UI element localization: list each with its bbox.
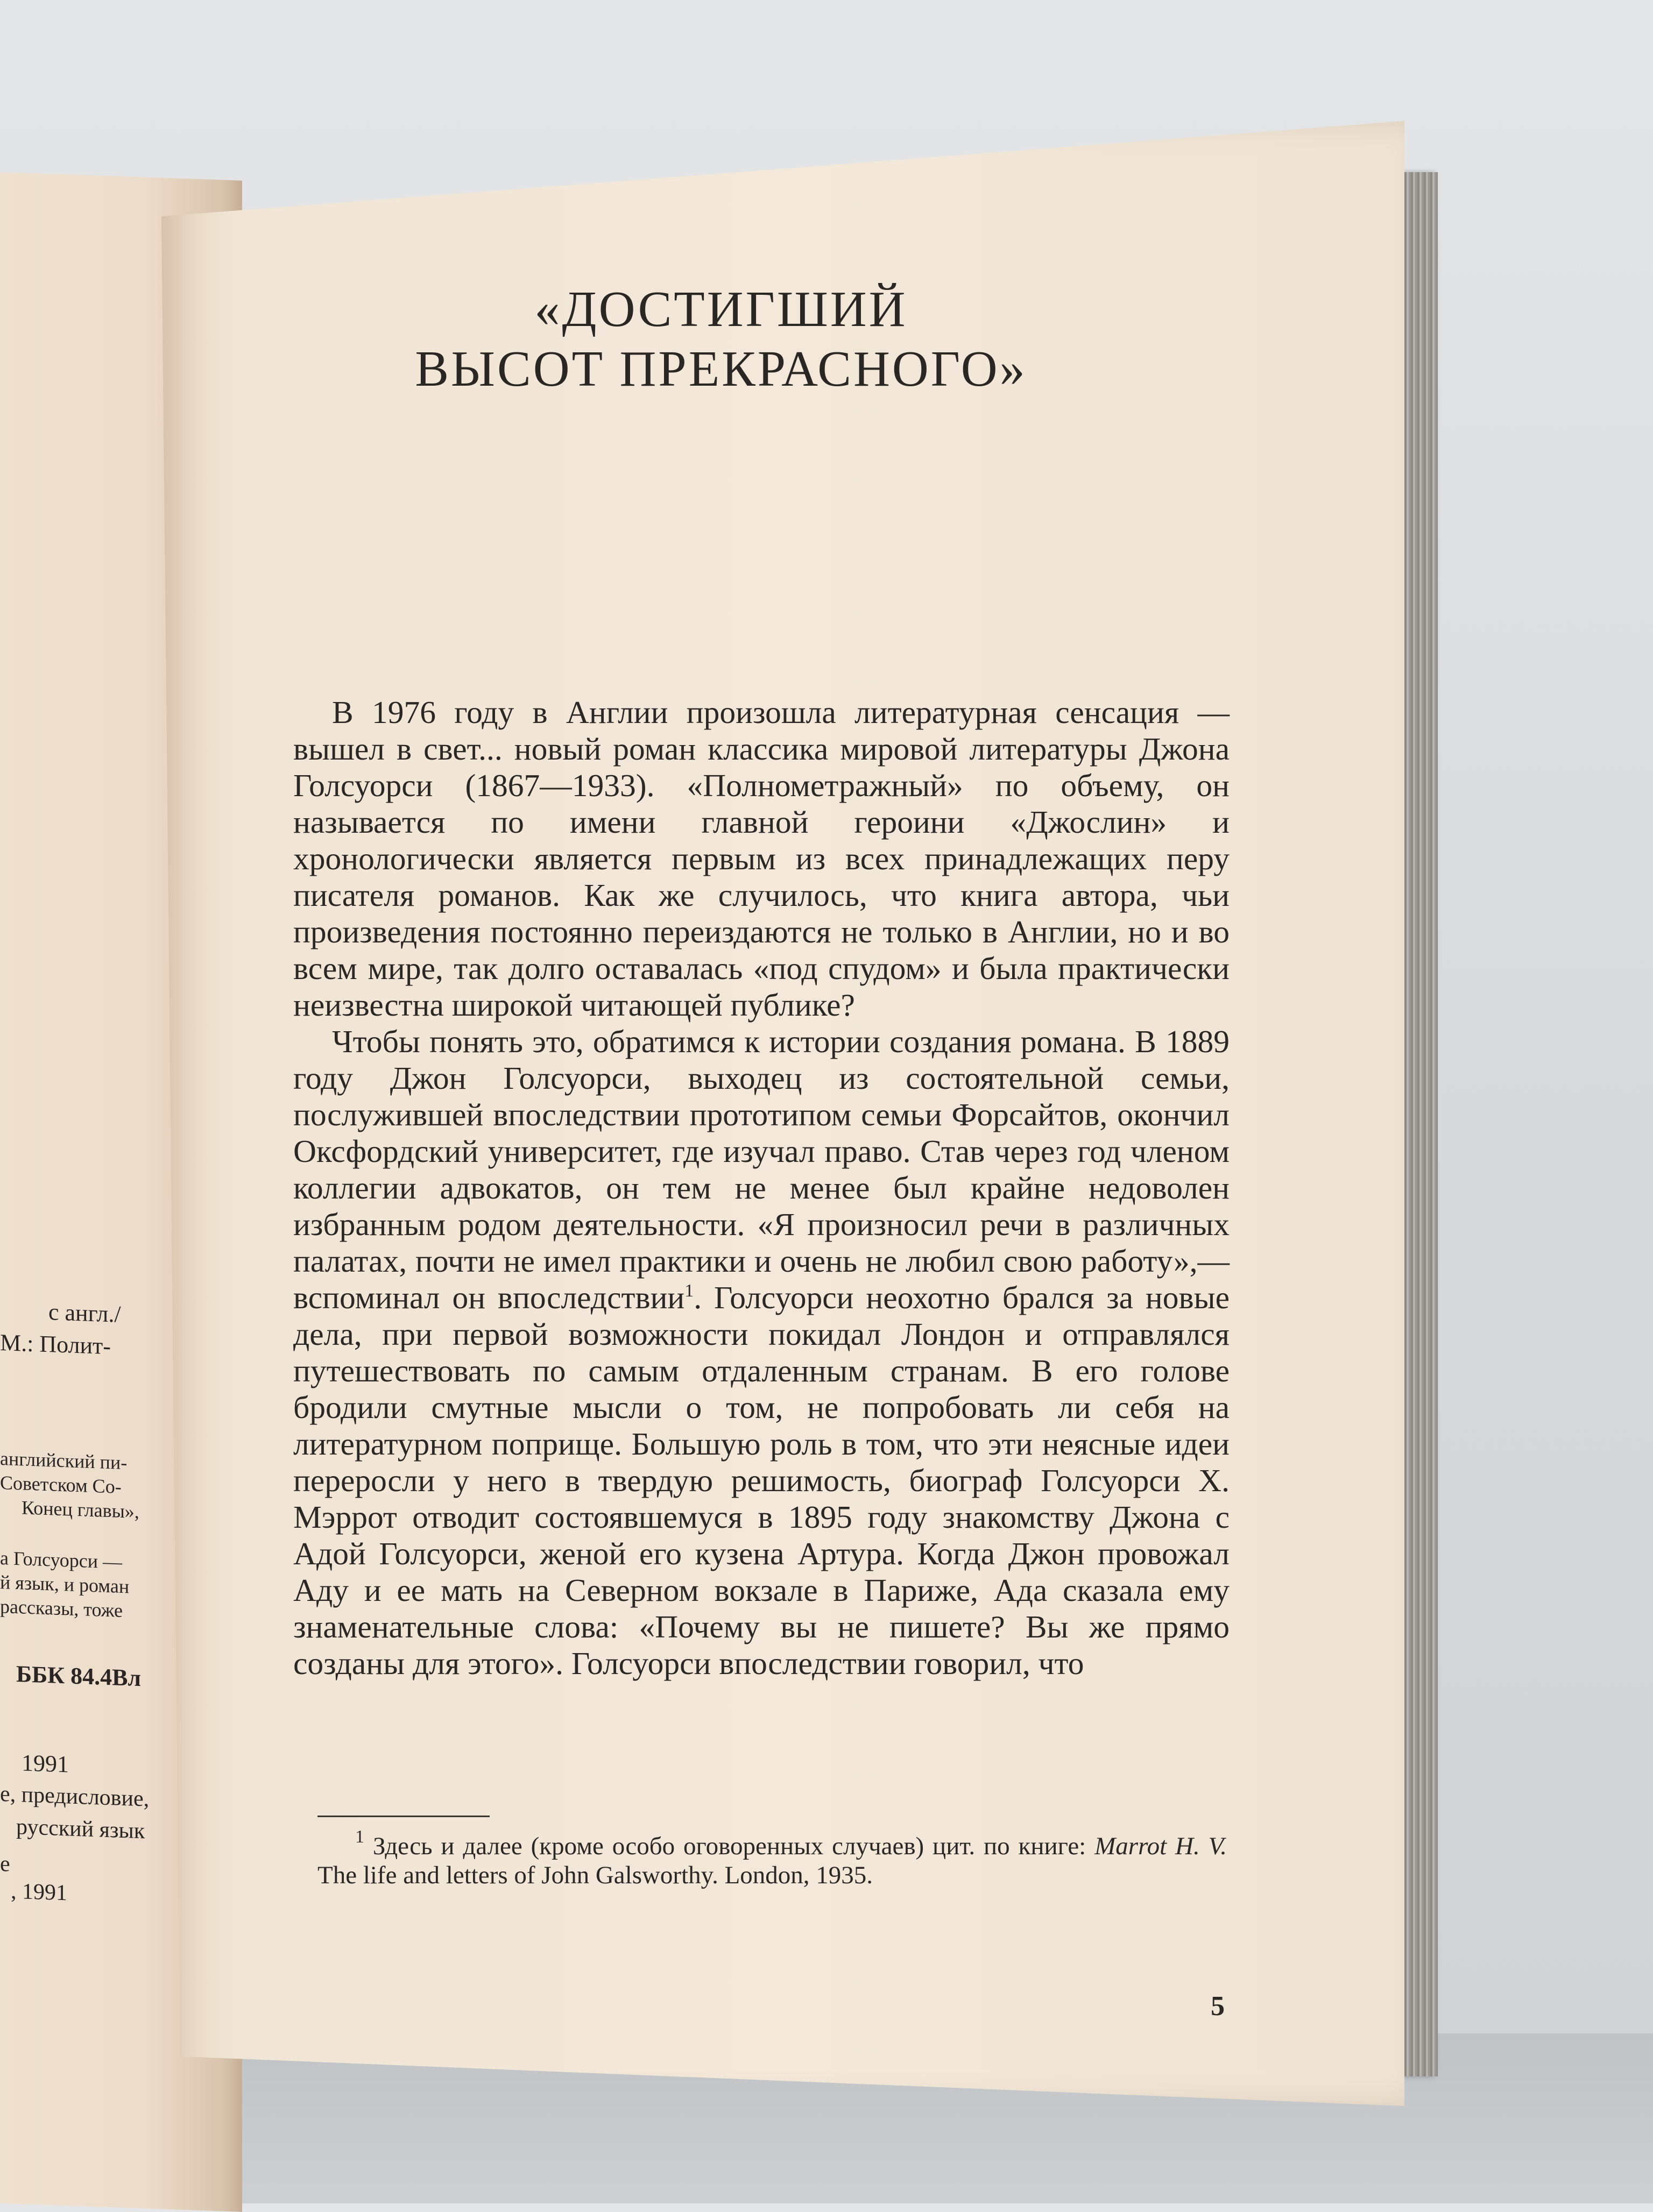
footnote-author: Marrot H. V. (1094, 1832, 1227, 1860)
left-page-fragment: е (0, 1852, 10, 1877)
footnote-marker: 1 (355, 1827, 364, 1847)
paragraph-text: . Голсуорси неохотно брался за новые дела, при первой возможности покидал Лондон и отправлялся путешествовать по самым отдаленным странам. В его голове бродили смутные мысли о том, не попробовать ли себя на литературном поприще. Большую роль в том, что эти неясные идеи переросли у него в твердую решимость, биограф Голсуорси Х. Мэррот отводит состоявшемуся в 1895 году знакомству Джона с Адой Голсуорси, женой его кузена Артура. Когда Джон провожал Аду и ее мать на Северном вокзале в Париже, Ада сказала ему знаменательные слова: «Почему вы не пишете? Вы же прямо созданы для этого». Голсуорси впоследствии говорил, что (293, 1280, 1230, 1681)
left-page-fragment: , 1991 (11, 1878, 67, 1906)
footnote-text: The life and letters of John Galsworthy. London, 1935. (317, 1861, 873, 1889)
left-page-fragment: 1991 (22, 1749, 69, 1778)
chapter-title (409, 280, 1033, 399)
footnote (317, 1827, 1227, 1890)
left-page-fragment: Советском Со- (0, 1472, 122, 1498)
paragraph (293, 1023, 1230, 1682)
paragraph: В 1976 году в Англии произошла литературная сенсация — вышел в свет... новый роман классика мировой литературы Джона Голсуорси (1867—1933). «Полнометражный» по объему, он называется по имени главной героини «Джослин» и хронологически является первым из всех принадлежащих перу писателя романов. Как же случилось, что книга автора, чьи произведения постоянно переиздаются не только в Англии, но и во всем мире, так долго оставалась «под спудом» и была практически неизвестна широкой читающей публике? (293, 694, 1230, 1023)
book-cover-edge (1404, 172, 1438, 2076)
paragraph-text: Чтобы понять это, обратимся к истории создания романа. В 1889 году Джон Голсуорси, выходец из состоятельной семьи, послужившей впоследствии прототипом семьи Форсайтов, окончил Оксфордский университет, где изучал право. Став через год членом коллегии адвокатов, он тем не менее был крайне недоволен избранным родом деятельности. «Я произносил речи в различных палатах, почти не имел практики и очень не любил свою работу»,— вспоминал он впоследствии (293, 1024, 1230, 1315)
chapter-title-line: ВЫСОТ ПРЕКРАСНОГО» (415, 341, 1027, 397)
left-page-fragment: й язык, и роман (0, 1571, 130, 1598)
left-page-fragment: е, предисловие, (0, 1782, 150, 1812)
left-page-fragment: рассказы, тоже (0, 1596, 123, 1621)
left-page-fragment: М.: Полит- (0, 1329, 111, 1360)
footnote-text: Здесь и далее (кроме особо оговоренных случаев) цит. по книге: (372, 1832, 1095, 1860)
left-page-fragment: а Голсуорси — (0, 1547, 122, 1573)
footnote-divider (317, 1816, 490, 1817)
footnote-reference[interactable]: 1 (684, 1281, 694, 1301)
left-page-fragment: английский пи- (0, 1448, 128, 1474)
left-page-fragment: ББК 84.4Вл (16, 1661, 142, 1692)
left-page-fragment: с англ./ (48, 1299, 121, 1328)
page-number: 5 (1211, 1991, 1225, 2022)
chapter-title-line: «ДОСТИГШИЙ (534, 281, 908, 337)
left-page-fragment: Конец главы», (22, 1497, 139, 1523)
left-page-fragment: русский язык (16, 1814, 145, 1844)
main-text (293, 694, 1230, 1682)
